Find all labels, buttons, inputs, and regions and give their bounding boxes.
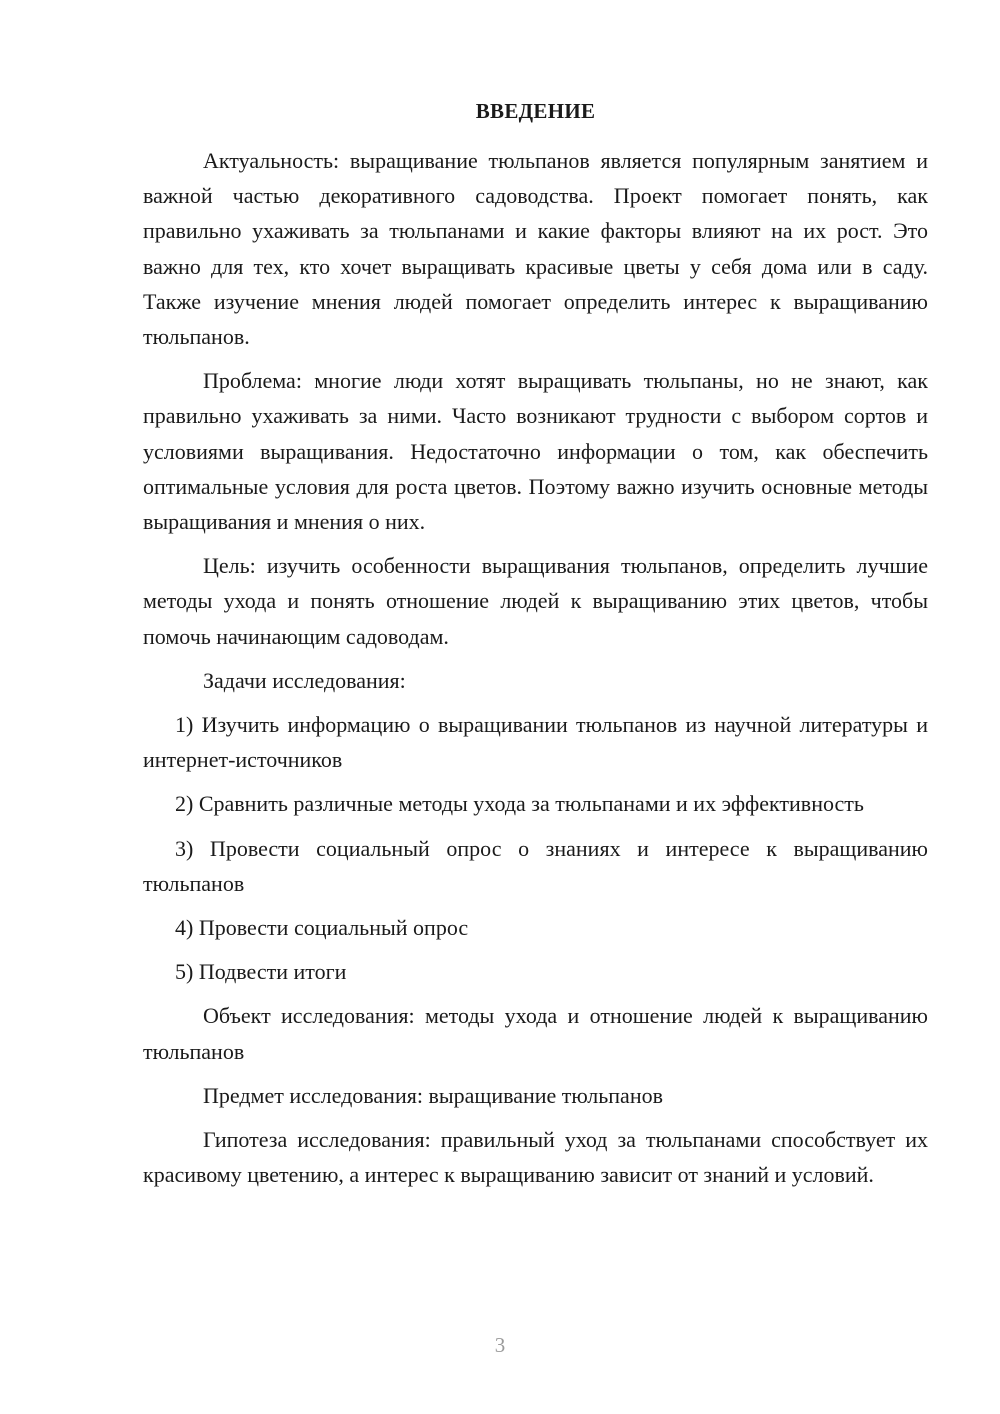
- paragraph-subject: Предмет исследования: выращивание тюльпанов: [203, 1082, 663, 1108]
- paragraph-goal: Цель: изучить особенности выращивания тюльпанов, определить лучшие методы ухода и понять отношение людей к выращиванию этих цветов, чтобы помочь начинающим садоводам.: [143, 553, 928, 649]
- tasks-heading: Задачи исследования:: [203, 667, 406, 693]
- task-item-4: 4) Провести социальный опрос: [175, 915, 469, 941]
- page-number: 3: [494, 1333, 506, 1357]
- paragraph-problem: Проблема: многие люди хотят выращивать тюльпаны, но не знают, как правильно ухаживать за ними. Часто возникают трудности с выбором сортов и условиями выращивания. Недостаточно информации о том, как обеспечить оптимальные условия для роста цветов. Поэтому важно изучить основные методы выращивания и мнения о них.: [143, 368, 928, 535]
- paragraph-relevance: Актуальность: выращивание тюльпанов является популярным занятием и важной частью декоративного садоводства. Проект помогает понять, как правильно ухаживать за тюльпанами и какие факторы влияют на их рост. Это важно для тех, кто хочет выращивать красивые цветы у себя дома или в саду. Также изучение мнения людей помогает определить интерес к выращиванию тюльпанов.: [143, 148, 928, 350]
- task-item-2: 2) Сравнить различные методы ухода за тюльпанами и их эффективность: [175, 791, 864, 817]
- paragraph-hypothesis: Гипотеза исследования: правильный уход за тюльпанами способствует их красивому цветению, а интерес к выращиванию зависит от знаний и условий.: [143, 1127, 928, 1188]
- task-item-5: 5) Подвести итоги: [175, 959, 347, 985]
- task-item-1: 1) Изучить информацию о выращивании тюльпанов из научной литературы и интернет-источников: [143, 712, 928, 773]
- task-item-3: 3) Провести социальный опрос о знаниях и интересе к выращиванию тюльпанов: [143, 835, 928, 896]
- document-body: [143, 143, 928, 1201]
- page-title: ВВЕДЕНИЕ: [475, 99, 596, 123]
- paragraph-object: Объект исследования: методы ухода и отношение людей к выращиванию тюльпанов: [143, 1003, 928, 1064]
